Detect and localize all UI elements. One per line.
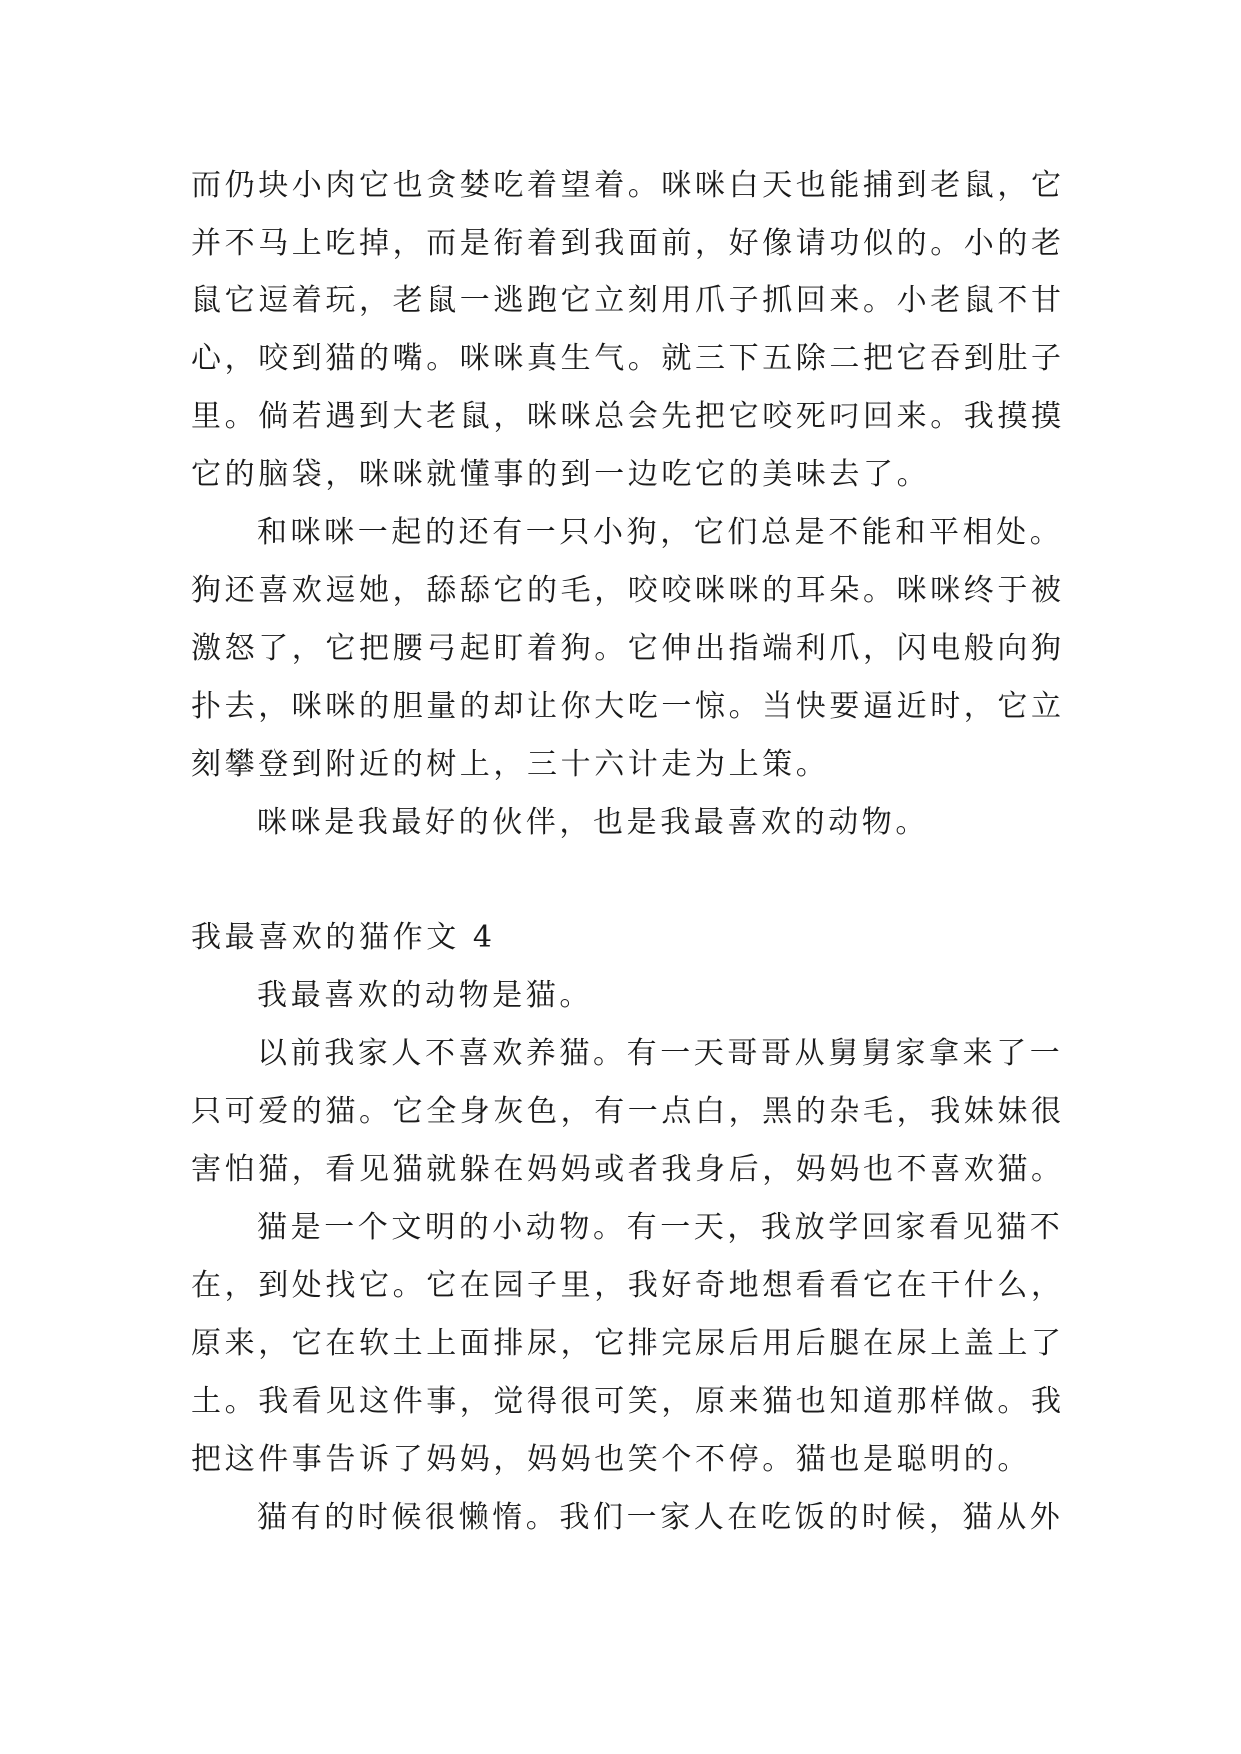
paragraph-line: 只可爱的猫。它全身灰色，有一点白，黑的杂毛，我妹妹很	[191, 1094, 1065, 1129]
paragraph-line: 扑去，咪咪的胆量的却让你大吃一惊。当快要逼近时，它立	[191, 689, 1065, 724]
paragraph-line: 土。我看见这件事，觉得很可笑，原来猫也知道那样做。我	[191, 1384, 1065, 1419]
paragraph-line: 在，到处找它。它在园子里，我好奇地想看看它在干什么，	[191, 1268, 1065, 1303]
paragraph-line: 把这件事告诉了妈妈，妈妈也笑个不停。猫也是聪明的。	[191, 1442, 1031, 1477]
paragraph-line: 原来，它在软土上面排尿，它排完尿后用后腿在尿上盖上了	[191, 1326, 1065, 1361]
paragraph-line: 激怒了，它把腰弓起盯着狗。它伸出指端利爪，闪电般向狗	[191, 631, 1065, 666]
paragraph-line: 狗还喜欢逗她，舔舔它的毛，咬咬咪咪的耳朵。咪咪终于被	[191, 573, 1065, 608]
paragraph-line: 它的脑袋，咪咪就懂事的到一边吃它的美味去了。	[191, 457, 931, 492]
paragraph-line: 猫是一个文明的小动物。有一天，我放学回家看见猫不	[257, 1210, 1064, 1245]
paragraph-line: 和咪咪一起的还有一只小狗，它们总是不能和平相处。	[257, 515, 1064, 550]
paragraph-line: 害怕猫，看见猫就躲在妈妈或者我身后，妈妈也不喜欢猫。	[191, 1152, 1065, 1187]
paragraph-line: 并不马上吃掉，而是衔着到我面前，好像请功似的。小的老	[191, 226, 1065, 261]
paragraph-line: 以前我家人不喜欢养猫。有一天哥哥从舅舅家拿来了一	[257, 1036, 1064, 1071]
paragraph-line: 而仍块小肉它也贪婪吃着望着。咪咪白天也能捕到老鼠，它	[191, 168, 1065, 203]
paragraph-line: 鼠它逗着玩，老鼠一逃跑它立刻用爪子抓回来。小老鼠不甘	[191, 283, 1065, 318]
section-heading: 我最喜欢的猫作文 4	[191, 920, 496, 955]
paragraph-line: 刻攀登到附近的树上，三十六计走为上策。	[191, 747, 830, 782]
paragraph-line: 里。倘若遇到大老鼠，咪咪总会先把它咬死叼回来。我摸摸	[191, 399, 1065, 434]
paragraph-line: 咪咪是我最好的伙伴，也是我最喜欢的动物。	[257, 805, 929, 840]
paragraph-line: 猫有的时候很懒惰。我们一家人在吃饭的时候，猫从外	[257, 1500, 1064, 1535]
paragraph-line: 我最喜欢的动物是猫。	[257, 978, 593, 1013]
paragraph-line: 心，咬到猫的嘴。咪咪真生气。就三下五除二把它吞到肚子	[191, 341, 1065, 376]
